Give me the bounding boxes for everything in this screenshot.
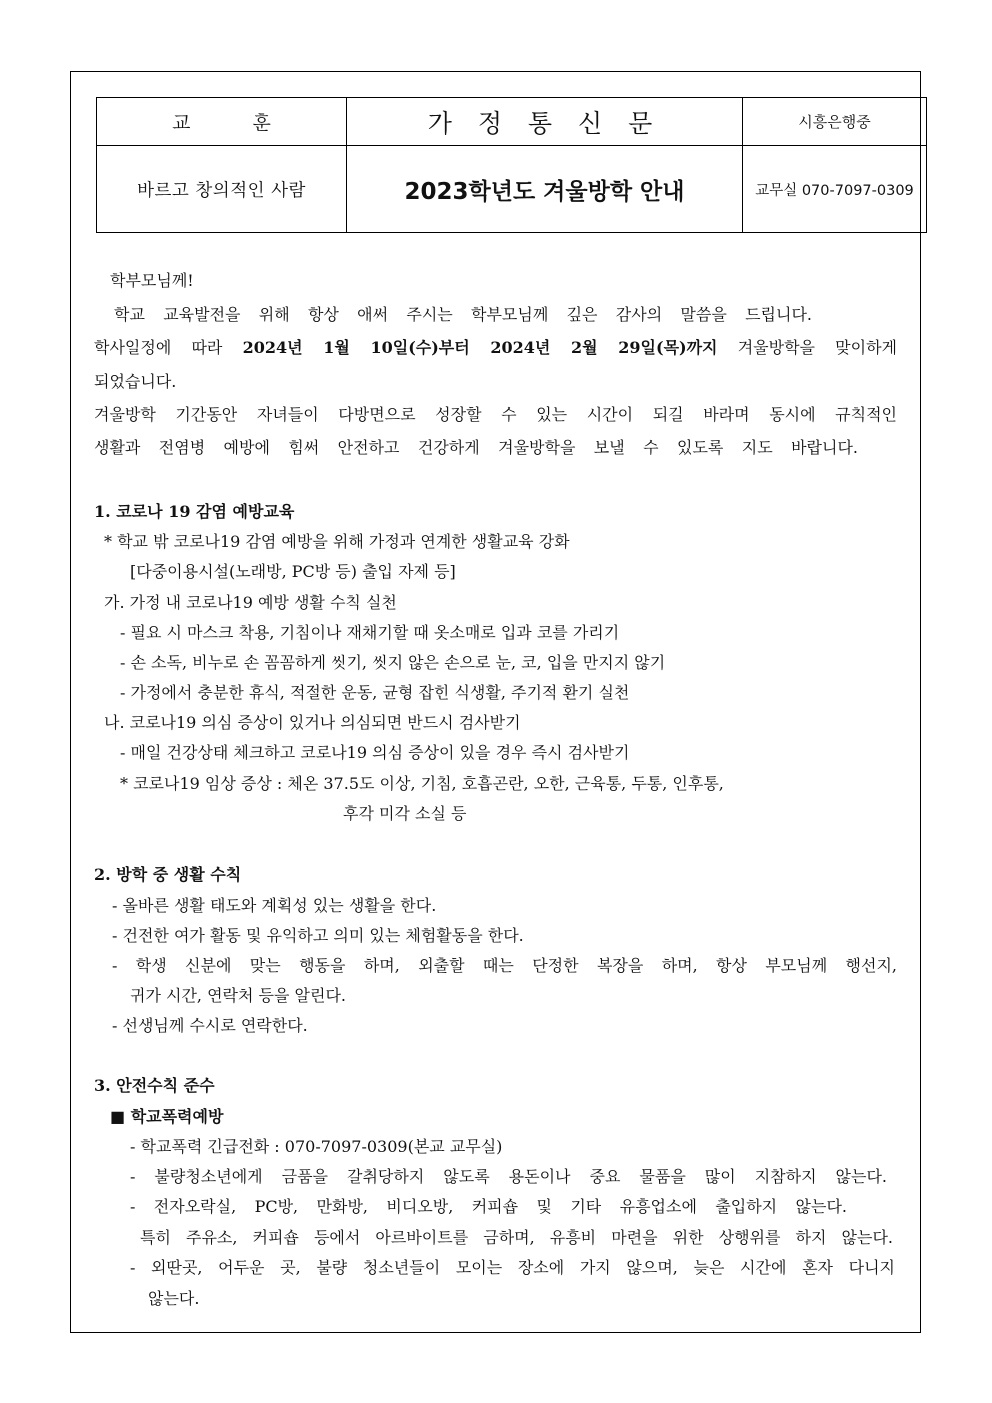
list-item: - 불량청소년에게 금품을 갈취당하지 않도록 용돈이나 중요 물품을 많이 지참하지 않는다.: [130, 1167, 887, 1186]
section-1a-title: 가. 가정 내 코로나19 예방 생활 수칙 실천: [104, 593, 397, 612]
section-1-note: * 학교 밖 코로나19 감염 예방을 위해 가정과 연계한 생활교육 강화: [104, 532, 570, 551]
list-item: - 선생님께 수시로 연락한다.: [112, 1016, 308, 1035]
vacation-period: 2024년 1월 10일(수)부터 2024년 2월 29일(목)까지: [242, 338, 718, 357]
list-item: - 올바른 생활 태도와 계획성 있는 생활을 한다.: [112, 896, 437, 915]
section-1b-title: 나. 코로나19 의심 증상이 있거나 의심되면 반드시 검사받기: [104, 713, 521, 732]
list-item: - 전자오락실, PC방, 만화방, 비디오방, 커피숍 및 기타 유흥업소에 출입하지 않는다.: [130, 1197, 847, 1216]
list-item-cont: 귀가 시간, 연락처 등을 알린다.: [130, 986, 346, 1005]
motto-label: 교 훈: [97, 98, 347, 146]
document-type: 가 정 통 신 문: [347, 98, 743, 146]
section-1-title: 1. 코로나 19 감염 예방교육: [94, 502, 295, 521]
office-contact: 교무실 070-7097-0309: [743, 146, 927, 233]
section-3-title: 3. 안전수칙 준수: [94, 1076, 215, 1095]
emergency-phone: - 학교폭력 긴급전화 : 070-7097-0309(본교 교무실): [130, 1137, 503, 1156]
intro-line: 학교 교육발전을 위해 항상 애써 주시는 학부모님께 깊은 감사의 말씀을 드립니다.: [114, 305, 812, 324]
list-item: - 학생 신분에 맞는 행동을 하며, 외출할 때는 단정한 복장을 하며, 항상 부모님께 행선지,: [112, 956, 897, 975]
intro-line: [94, 338, 897, 358]
list-item: - 매일 건강상태 체크하고 코로나19 의심 증상이 있을 경우 즉시 검사받기: [120, 743, 630, 762]
list-item: - 손 소독, 비누로 손 꼼꼼하게 씻기, 씻지 않은 손으로 눈, 코, 입을 만지지 않기: [120, 653, 666, 672]
intro-line: 되었습니다.: [94, 372, 177, 391]
school-violence-title: ■ 학교폭력예방: [110, 1107, 224, 1126]
list-item: - 외딴곳, 어두운 곳, 불량 청소년들이 모이는 장소에 가지 않으며, 늦은 시간에 혼자 다니지: [130, 1258, 895, 1277]
list-item: - 필요 시 마스크 착용, 기침이나 재채기할 때 옷소매로 입과 코를 가리기: [120, 623, 620, 642]
intro-line: 겨울방학 기간동안 자녀들이 다방면으로 성장할 수 있는 시간이 되길 바라며 동시에 규칙적인: [94, 405, 897, 424]
school-motto: 바르고 창의적인 사람: [97, 146, 347, 233]
intro-text: 학사일정에 따라: [94, 338, 223, 357]
intro-text: 겨울방학을 맞이하게: [737, 338, 897, 357]
notice-title: 2023학년도 겨울방학 안내: [347, 146, 743, 233]
section-2-title: 2. 방학 중 생활 수칙: [94, 865, 242, 884]
section-1-note-sub: [다중이용시설(노래방, PC방 등) 출입 자제 등]: [130, 562, 456, 581]
list-item-cont: 않는다.: [148, 1289, 200, 1308]
symptoms-note-cont: 후각 미각 소실 등: [343, 804, 467, 823]
greeting: 학부모님께!: [110, 271, 194, 290]
list-item-cont: 특히 주유소, 커피숍 등에서 아르바이트를 금하며, 유흥비 마련을 위한 상행위를 하지 않는다.: [140, 1228, 893, 1247]
list-item: - 건전한 여가 활동 및 유익하고 의미 있는 체험활동을 한다.: [112, 926, 524, 945]
intro-line: 생활과 전염병 예방에 힘써 안전하고 건강하게 겨울방학을 보낼 수 있도록 지도 바랍니다.: [94, 438, 858, 457]
school-name: 시흥은행중: [743, 98, 927, 146]
header-table: [96, 97, 927, 233]
list-item: - 가정에서 충분한 휴식, 적절한 운동, 균형 잡힌 식생활, 주기적 환기 실천: [120, 683, 630, 702]
symptoms-note: * 코로나19 임상 증상 : 체온 37.5도 이상, 기침, 호흡곤란, 오한, 근육통, 두통, 인후통,: [120, 774, 724, 793]
